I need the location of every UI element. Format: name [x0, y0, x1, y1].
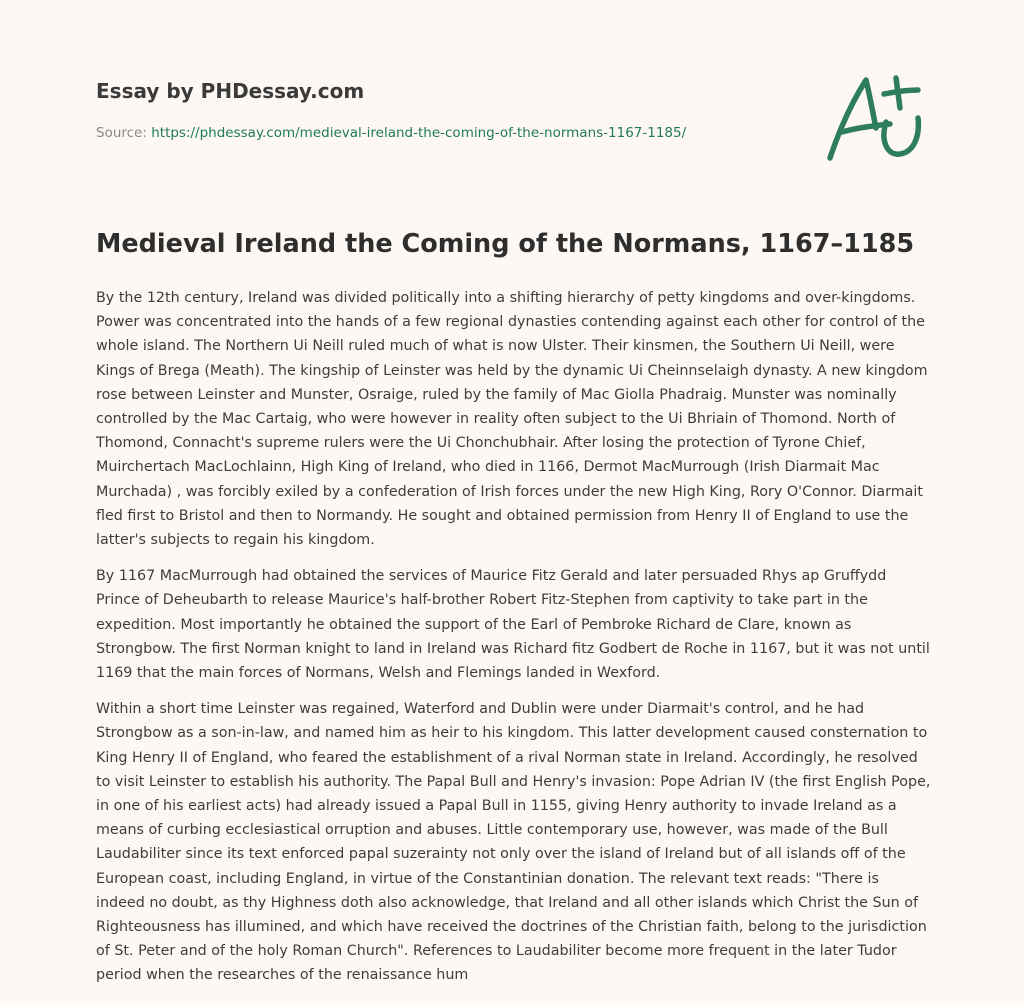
essay-paragraph: Within a short time Leinster was regained, Waterford and Dublin were under Diarmait's control, and he had Strongbow as a son-in-law, and named him as heir to his kingdom. This latter development caused consternation to King Henry II of England, who feared the establishment of a rival Norman state in Ireland. Accordingly, he resolved to visit Leinster to establish his authority. The Papal Bull and Henry's invasion: Pope Adrian IV (the first English Pope, in one of his earliest acts) had already issued a Papal Bull in 1155, giving Henry authority to invade Ireland as a means of curbing ecclesiastical orruption and abuses. Little contemporary use, however, was made of the Bull Laudabiliter since its text enforced papal suzerainty not only over the island of Ireland but of all islands off of the European coast, including England, in virtue of the Constantinian donation. The relevant text reads: "There is indeed no doubt, as thy Highness doth also acknowledge, that Ireland and all other islands which Christ the Sun of Righteousness has illumined, and which have received the doctrines of the Christian faith, belong to the jurisdiction of St. Peter and of the holy Roman Church". References to Laudabiliter become more frequent in the later Tudor period when the researches of the renaissance hum — [96, 701, 931, 984]
site-brand: Essay by PHDessay.com — [96, 79, 365, 103]
essay-paragraph: By the 12th century, Ireland was divided politically into a shifting hierarchy of petty kingdoms and over-kingdoms. Power was concentrated into the hands of a few regional dynasties contending against each other for control of the whole island. The Northern Ui Neill ruled much of what is now Ulster. Their kinsmen, the Southern Ui Neill, were Kings of Brega (Meath). The kingship of Leinster was held by the dynamic Ui Cheinnselaigh dynasty. A new kingdom rose between Leinster and Munster, Osraige, ruled by the family of Mac Giolla Phadraig. Munster was nominally controlled by the Mac Cartaig, who were however in reality often subject to the Ui Bhriain of Thomond. North of Thomond, Connacht's supreme rulers were the Ui Chonchubhair. After losing the protection of Tyrone Chief, Muirchertach MacLochlainn, High King of Ireland, who died in 1166, Dermot MacMurrough (Irish Diarmait Mac Murchada) , was forcibly exiled by a confederation of Irish forces under the new High King, Rory O'Connor. Diarmait fled first to Bristol and then to Normandy. He sought and obtained permission from Henry II of England to use the latter's subjects to regain his kingdom. — [96, 290, 928, 549]
a-plus-grade-icon — [820, 66, 930, 166]
essay-body — [96, 286, 932, 986]
source-line — [96, 124, 796, 142]
essay-paragraph: By 1167 MacMurrough had obtained the services of Maurice Fitz Gerald and later persuaded Rhys ap Gruffydd Prince of Deheubarth to release Maurice's half-brother Robert Fitz-Stephen from captivity to take part in the expedition. Most importantly he obtained the support of the Earl of Pembroke Richard de Clare, known as Strongbow. The first Norman knight to land in Ireland was Richard fitz Godbert de Roche in 1167, but it was not until 1169 that the main forces of Normans, Welsh and Flemings landed in Wexford. — [96, 568, 930, 682]
essay-title: Medieval Ireland the Coming of the Normans, 1167–1185 — [96, 229, 915, 259]
source-link[interactable]: https://phdessay.com/medieval-ireland-the-coming-of-the-normans-1167-1185/ — [151, 125, 687, 141]
page-header — [96, 78, 796, 142]
source-label: Source: — [96, 125, 152, 141]
